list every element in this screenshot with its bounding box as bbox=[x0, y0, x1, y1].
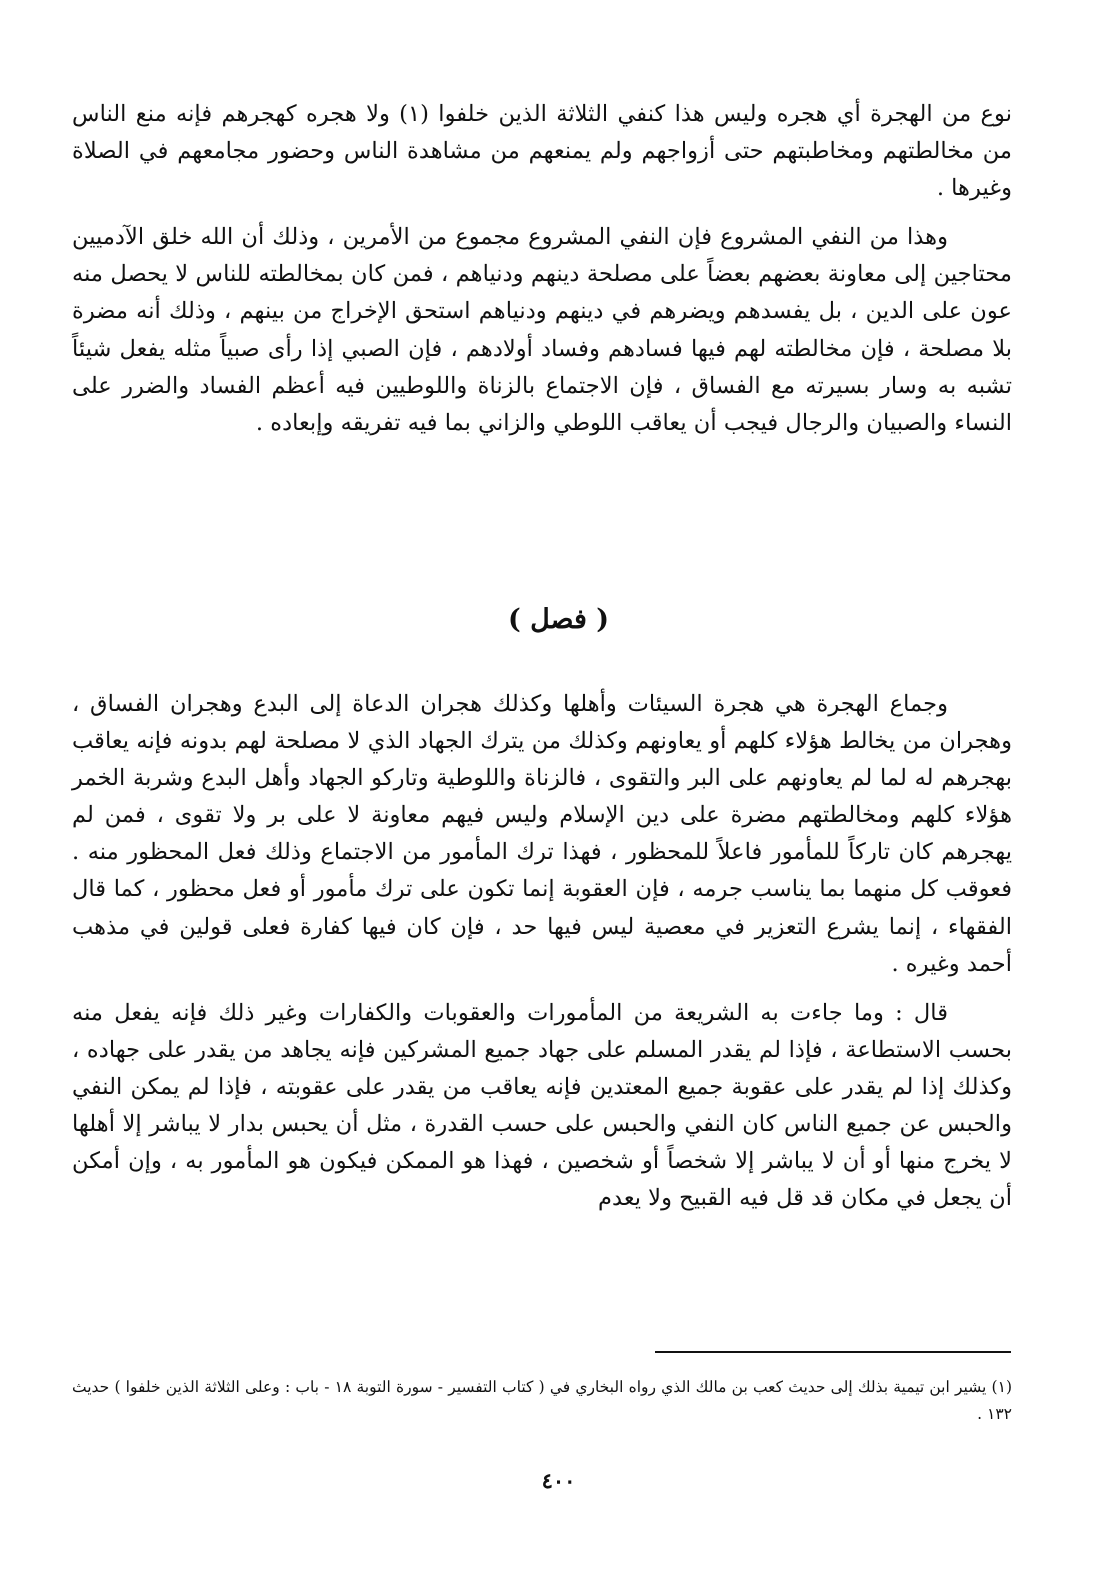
page-number: ٤٠٠ bbox=[541, 1468, 576, 1493]
footnote-1: (١) يشير ابن تيمية بذلك إلى حديث كعب بن مالك الذي رواه البخاري في ( كتاب التفسير - سورة التوبة ١٨ - باب : وعلى الثلاثة الذين خلفوا ) حديث ١٣٢ . bbox=[72, 1378, 1012, 1423]
paragraph-1: نوع من الهجرة أي هجره وليس هذا كنفي الثلاثة الذين خلفوا (١) ولا هجره كهجرهم فإنه منع الناس من مخالطتهم ومخاطبتهم حتى أزواجهم ولم يمنعهم من مشاهدة الناس وحضور مجامعهم في الصلاة وغيرها . bbox=[72, 101, 1012, 202]
paragraph-4: قال : وما جاءت به الشريعة من المأمورات والعقوبات والكفارات وغير ذلك فإنه يفعل منه بحسب الاستطاعة ، فإذا لم يقدر المسلم على جهاد جميع المشركين فإنه يجاهد من يقدر على جهاده ، وكذلك إذا لم يقدر على عقوبة جميع المعتدين فإنه يعاقب من يقدر على عقوبته ، فإذا لم يمكن النفي والحبس عن جميع الناس كان النفي والحبس على حسب القدرة ، مثل أن يحبس بدار لا يباشر إلا أهلها لا يخرج منها أو أن لا يباشر إلا شخصاً أو شخصين ، فهذا هو الممكن فيكون هو المأمور به ، وإن أمكن أن يجعل في مكان قد قل فيه القبيح ولا يعدم bbox=[72, 999, 1012, 1212]
footnote-divider bbox=[655, 1351, 1011, 1353]
section-heading: ( فصل ) bbox=[507, 604, 610, 635]
paragraph-3: وجماع الهجرة هي هجرة السيئات وأهلها وكذلك هجران الدعاة إلى البدع وهجران الفساق ، وهجران من يخالط هؤلاء كلهم أو يعاونهم وكذلك من يترك الجهاد الذي لا مصلحة لهم بدونه فإنه يعاقب بهجرهم له لما لم يعاونهم على البر والتقوى ، فالزناة واللوطية وتاركو الجهاد وأهل البدع وشربة الخمر هؤلاء كلهم ومخالطتهم مضرة على دين الإسلام وليس فيهم معاونة لا على بر ولا تقوى ، فمن لم يهجرهم كان تاركاً للمأمور فاعلاً للمحظور ، فهذا ترك المأمور من الاجتماع وذلك فعل المحظور منه . فعوقب كل منهما بما يناسب جرمه ، فإن العقوبة إنما تكون على ترك مأمور أو فعل محظور ، كما قال الفقهاء ، إنما يشرع التعزير في معصية ليس فيها حد ، فإن كان فيها كفارة فعلى قولين في مذهب أحمد وغيره . bbox=[72, 691, 1012, 977]
top-text-block bbox=[72, 96, 1012, 442]
bottom-text-block bbox=[72, 686, 1012, 1217]
paragraph-2: وهذا من النفي المشروع فإن النفي المشروع مجموع من الأمرين ، وذلك أن الله خلق الآدميين محتاجين إلى معاونة بعضهم بعضاً على مصلحة دينهم ودنياهم ، فمن كان بمخالطته للناس لا يحصل منه عون على الدين ، بل يفسدهم ويضرهم في دينهم ودنياهم استحق الإخراج من بينهم ، وذلك أنه مضرة بلا مصلحة ، فإن مخالطته لهم فيها فسادهم وفساد أولادهم ، فإن الصبي إذا رأى صبياً مثله يفعل شيئاً تشبه به وسار بسيرته مع الفساق ، فإن الاجتماع بالزناة واللوطيين فيه أعظم الفساد والضرر على النساء والصبيان والرجال فيجب أن يعاقب اللوطي والزاني بما فيه تفريقه وإبعاده . bbox=[72, 224, 1012, 436]
footnote-block bbox=[72, 1374, 1012, 1428]
